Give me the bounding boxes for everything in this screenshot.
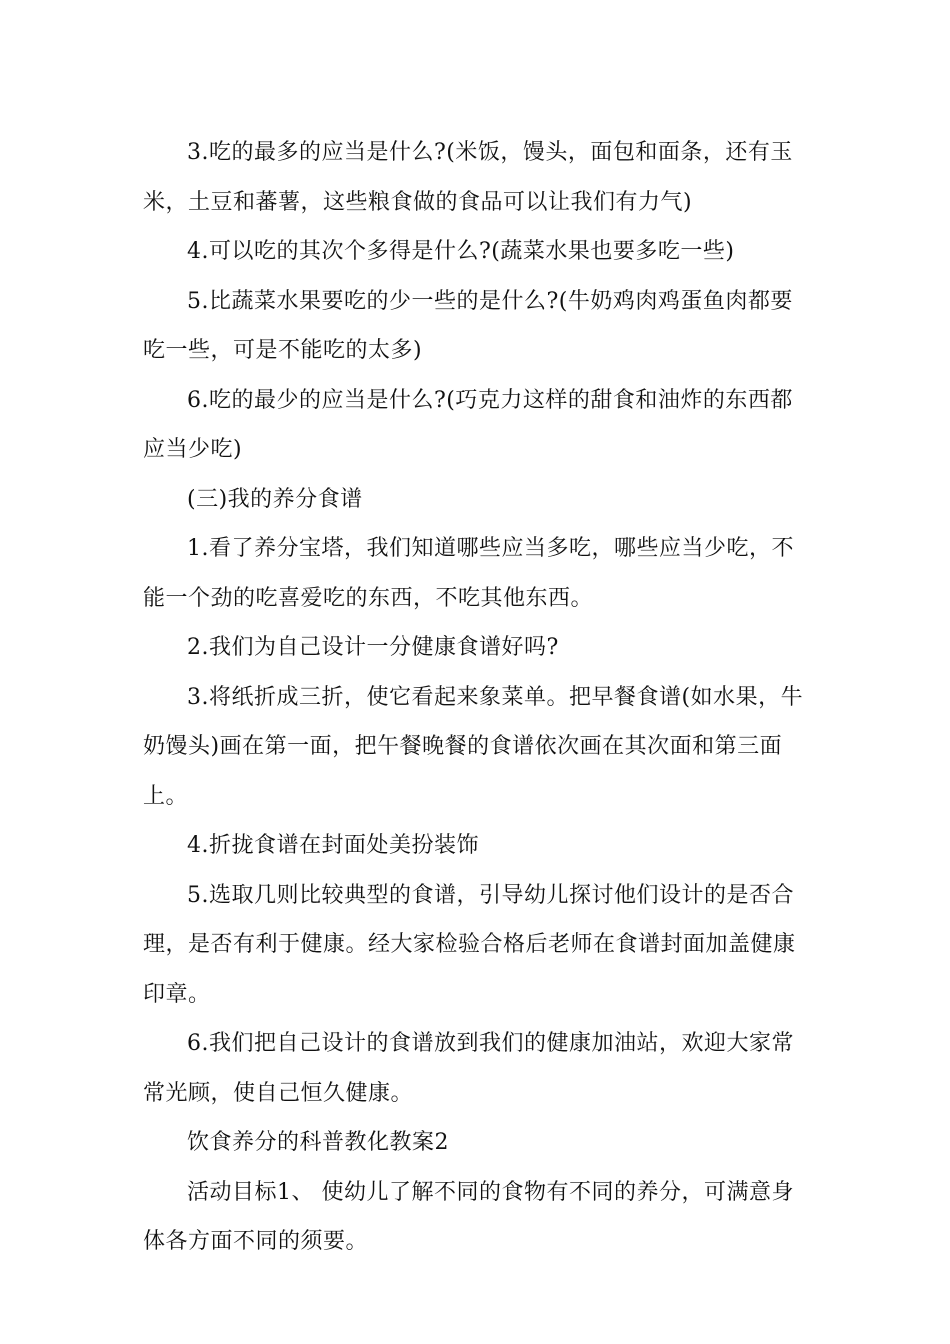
paragraph-question-5: 5.比蔬菜水果要吃的少一些的是什么?(牛奶鸡肉鸡蛋鱼肉都要吃一些，可是不能吃的太多) (143, 288, 793, 363)
paragraph-step-4: 4.折拢食谱在封面处美扮装饰 (187, 833, 479, 858)
paragraph-question-3: 3.吃的最多的应当是什么?(米饭，馒头，面包和面条，还有玉米，土豆和蕃薯，这些粮食做的食品可以让我们有力气) (143, 140, 793, 215)
paragraph-question-4: 4.可以吃的其次个多得是什么?(蔬菜水果也要多吃一些) (187, 239, 735, 264)
document-body (143, 128, 807, 1267)
paragraph-step-5: 5.选取几则比较典型的食谱，引导幼儿探讨他们设计的是否合理，是否有利于健康。经大家检验合格后老师在食谱封面加盖健康印章。 (143, 882, 796, 1007)
lesson-plan-title: 饮食养分的科普教化教案2 (187, 1130, 449, 1155)
paragraph-question-6: 6.吃的最少的应当是什么?(巧克力这样的甜食和油炸的东西都应当少吃) (143, 387, 793, 462)
section-heading-menu: (三)我的养分食谱 (187, 486, 363, 512)
paragraph-step-2: 2.我们为自己设计一分健康食谱好吗? (187, 635, 559, 660)
paragraph-step-1: 1.看了养分宝塔，我们知道哪些应当多吃，哪些应当少吃，不能一个劲的吃喜爱吃的东西，不吃其他东西。 (143, 536, 794, 611)
activity-goal: 活动目标1、 使幼儿了解不同的食物有不同的养分，可满意身体各方面不同的须要。 (143, 1179, 794, 1254)
paragraph-step-3: 3.将纸折成三折，使它看起来象菜单。把早餐食谱(如水果，牛奶馒头)画在第一面，把午餐晚餐的食谱依次画在其次面和第三面上。 (143, 684, 804, 809)
paragraph-step-6: 6.我们把自己设计的食谱放到我们的健康加油站，欢迎大家常常光顾，使自己恒久健康。 (143, 1031, 794, 1106)
